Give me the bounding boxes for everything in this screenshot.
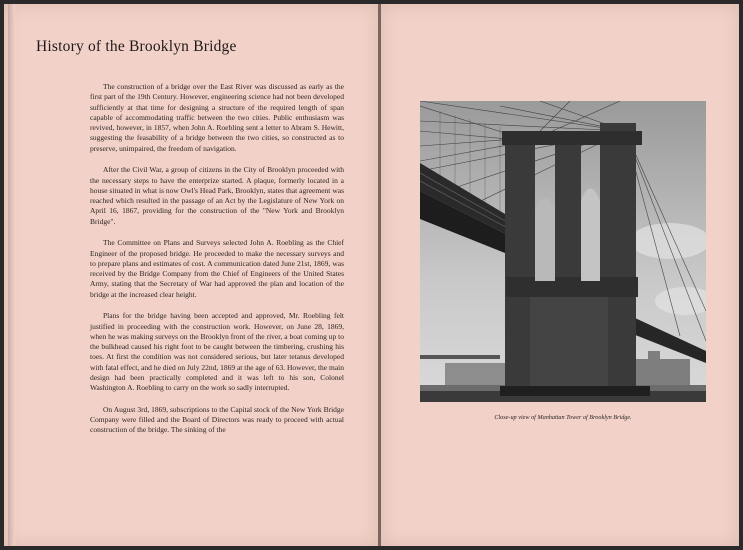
body-text — [90, 82, 344, 447]
paragraph-1: The construction of a bridge over the East River was discussed as early as the first part of the 19th Century. However, engineering science had not been developed sufficiently at that time for designing a structure of the required length of span capable of accommodating traffic between the two cities. Public enthusiasm was revived, however, in 1857, when John A. Roebling sent a letter to Abram S. Hewitt, suggesting the feasability of a bridge between the two cities, so constructed as to preserve, unimpaired, the freedom of navigation. — [90, 82, 344, 153]
paragraph-5: On August 3rd, 1869, subscriptions to the Capital stock of the New York Bridge Company were filled and the Board of Directors was ready to proceed with actual construction of the bridge. The sinking of the — [90, 404, 344, 435]
paragraph-2: After the Civil War, a group of citizens in the City of Brooklyn proceeded with the necessary steps to have the enterprize started. A plaque, formerly located in a house situated in what is now Owl's Head Park, Brooklyn, states that agreement was reached which resulted in the passage of an Act by the Legislature of New York on April 16, 1867, providing for the construction of the "New York and Brooklyn Bridge". — [90, 165, 344, 226]
bridge-tower-illustration — [420, 101, 706, 402]
paragraph-3: The Committee on Plans and Surveys selected John A. Roebling as the Chief Engineer of the proposed bridge. He proceeded to make the necessary surveys and to prepare plans and estimates of cost. A communication dated June 21st, 1869, was received by the Bridge Company from the Chief of Engineers of the United States Army, stating that the Secretary of War had approved the plan and location of the bridge at the increased clear height. — [90, 238, 344, 299]
page-title: History of the Brooklyn Bridge — [36, 38, 237, 55]
bridge-photo — [420, 101, 706, 402]
tower — [502, 123, 642, 389]
photo-caption: Close-up view of Manhattan Tower of Brooklyn Bridge. — [494, 414, 632, 421]
right-page — [381, 4, 739, 546]
left-page — [4, 4, 378, 546]
paragraph-4: Plans for the bridge having been accepted and approved, Mr. Roebling felt justified in proceeding with the construction work. However, on June 28, 1869, when he was making surveys on the Brooklyn front of the river, a boat coming up to the bulkhead caused his right foot to be caught between the timbering, crushing his toes. At first the condition was not considered serious, but later tetanus developed with fatal effect, and he died on July 22nd, 1869 at the age of 63. However, the main design had been practically completed and it was left to his son, Colonel Washington A. Roebling to carry on the work so sadly interrupted. — [90, 311, 344, 393]
book-spread — [4, 4, 739, 546]
